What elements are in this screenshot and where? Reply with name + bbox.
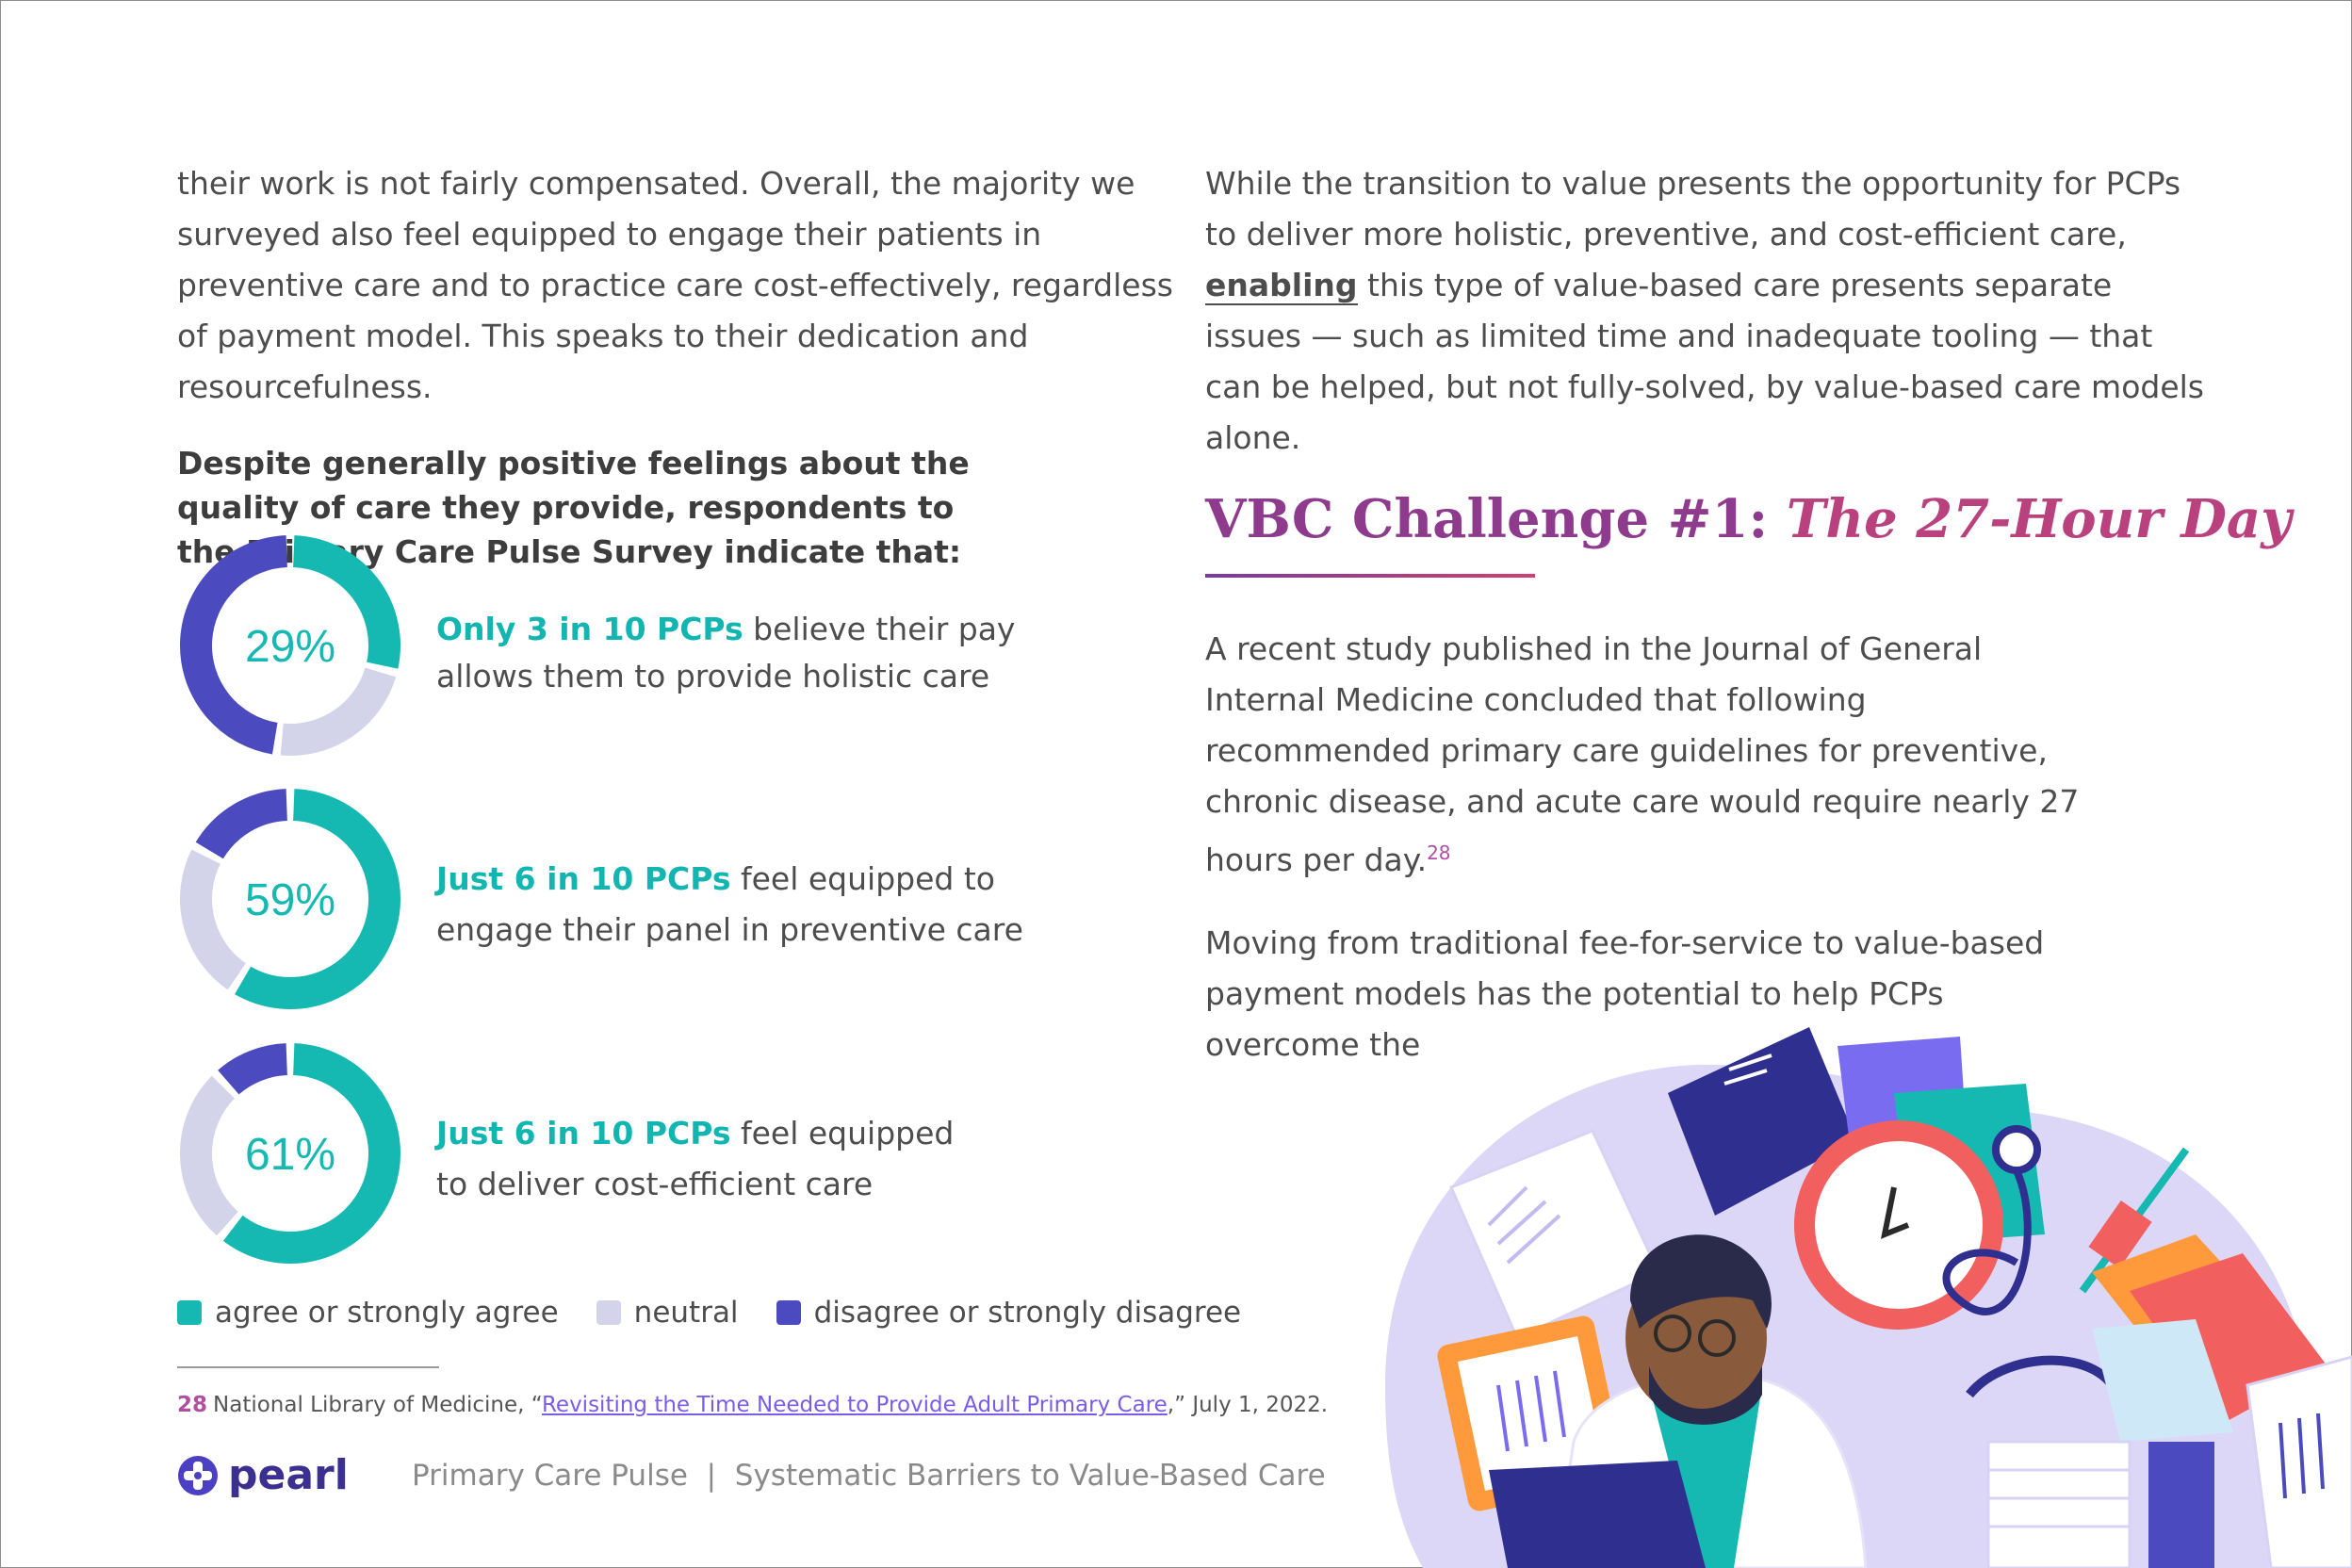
paragraph-text: this type of value-based care presents separate issues — such as limited time and inadequate tooling — that can be helped, but not fully-solved, by value-based care models alone.: [1205, 267, 2204, 456]
paragraph-text: A recent study published in the Journal of General Internal Medicine concluded that following recommended primary care guidelines for preventive, chronic disease, and acute care would require nearly 27 hours per day.: [1205, 630, 2080, 878]
stat-highlight: Just 6 in 10 PCPs: [436, 1115, 731, 1152]
stat-highlight: Only 3 in 10 PCPs: [436, 611, 743, 647]
footnote-suffix: ,” July 1, 2022.: [1167, 1393, 1329, 1417]
intro-paragraph: their work is not fairly compensated. Overall, the majority we surveyed also feel equipped to engage their patients in preventive care and to practice care cost-effectively, regardless of payment model. This speaks to their dedication and resourcefulness.: [177, 165, 1173, 405]
transition-paragraph: [1205, 158, 2213, 464]
running-footer: Primary Care Pulse | Systematic Barriers to Value-Based Care: [412, 1459, 1326, 1493]
heading-underline: [1205, 574, 1535, 578]
payment-paragraph: Moving from traditional fee-for-service to value-based payment models has the potential to help PCPs overcome the: [1205, 924, 2045, 1063]
stat-rest: believe their pay allows them to provide holistic care: [436, 611, 1016, 694]
stat-rest: feel equipped to deliver cost-efficient care: [436, 1115, 955, 1202]
overworked-doctor-illustration: [1366, 989, 2352, 1568]
legend-label: neutral: [633, 1296, 739, 1330]
right-column: [1205, 158, 2213, 464]
stat-item: [177, 786, 1176, 1012]
legend-swatch: [776, 1300, 801, 1325]
chart-legend: [177, 1296, 1279, 1330]
footnote-prefix: National Library of Medicine, “: [213, 1393, 542, 1417]
legend-swatch: [596, 1300, 621, 1325]
paper-stack: [1988, 1442, 2130, 1568]
donut-chart: [177, 1040, 403, 1266]
legend-label: agree or strongly agree: [215, 1296, 559, 1330]
logo-wordmark: pearl: [228, 1451, 349, 1499]
stat-item: [177, 1040, 1176, 1266]
stethoscope-head: [1996, 1129, 2037, 1170]
stat-highlight: Just 6 in 10 PCPs: [436, 860, 731, 897]
footnote-link[interactable]: Revisiting the Time Needed to Provide Adult Primary Care: [541, 1393, 1168, 1417]
emphasis-enabling: enabling: [1205, 267, 1358, 303]
donut-segment-neutral: [282, 673, 381, 740]
citation-28[interactable]: 28: [1427, 841, 1451, 864]
stat-text: [436, 606, 1096, 700]
donut-percent-label: 29%: [244, 622, 336, 672]
section-heading: [1205, 488, 2292, 550]
footnote-number: 28: [177, 1393, 208, 1417]
stat-text: [436, 854, 1039, 956]
study-paragraph: [1205, 624, 2100, 886]
laptop-icon: [1489, 1461, 1706, 1568]
footnote-rule: [177, 1366, 439, 1368]
pearl-logo[interactable]: [177, 1451, 349, 1499]
donut-segment-disagree: [209, 805, 286, 850]
donut-chart: [177, 786, 403, 1012]
legend-swatch: [177, 1300, 202, 1325]
stat-item: [177, 532, 1176, 759]
donut-percent-label: 59%: [244, 875, 336, 925]
donut-segment-disagree: [228, 1059, 286, 1083]
survey-lead: Despite generally positive feelings about the quality of care they provide, respondents to the Primary Care Pulse Survey indicate that:: [177, 445, 970, 570]
footnote: [177, 1393, 1328, 1417]
heading-emphasis: The 27-Hour Day: [1786, 488, 2292, 550]
donut-chart: [177, 532, 403, 759]
donut-percent-label: 61%: [244, 1130, 336, 1180]
binder-icon: [2148, 1442, 2214, 1568]
stat-rest: feel equipped to engage their panel in preventive care: [436, 860, 1023, 948]
legend-neutral: [596, 1296, 739, 1330]
legend-agree: [177, 1296, 559, 1330]
clock-icon: [1805, 1131, 1993, 1319]
donut-segment-neutral: [196, 1087, 227, 1224]
heading-prefix: VBC Challenge #1:: [1205, 488, 1787, 550]
paragraph-text: While the transition to value presents the opportunity for PCPs to deliver more holistic, preventive, and cost-efficient care,: [1205, 165, 2181, 253]
legend-label: disagree or strongly disagree: [813, 1296, 1242, 1330]
donut-segment-neutral: [196, 857, 237, 976]
legend-disagree: [776, 1296, 1242, 1330]
stat-text: [436, 1108, 964, 1210]
pearl-plus-icon: [177, 1455, 219, 1496]
